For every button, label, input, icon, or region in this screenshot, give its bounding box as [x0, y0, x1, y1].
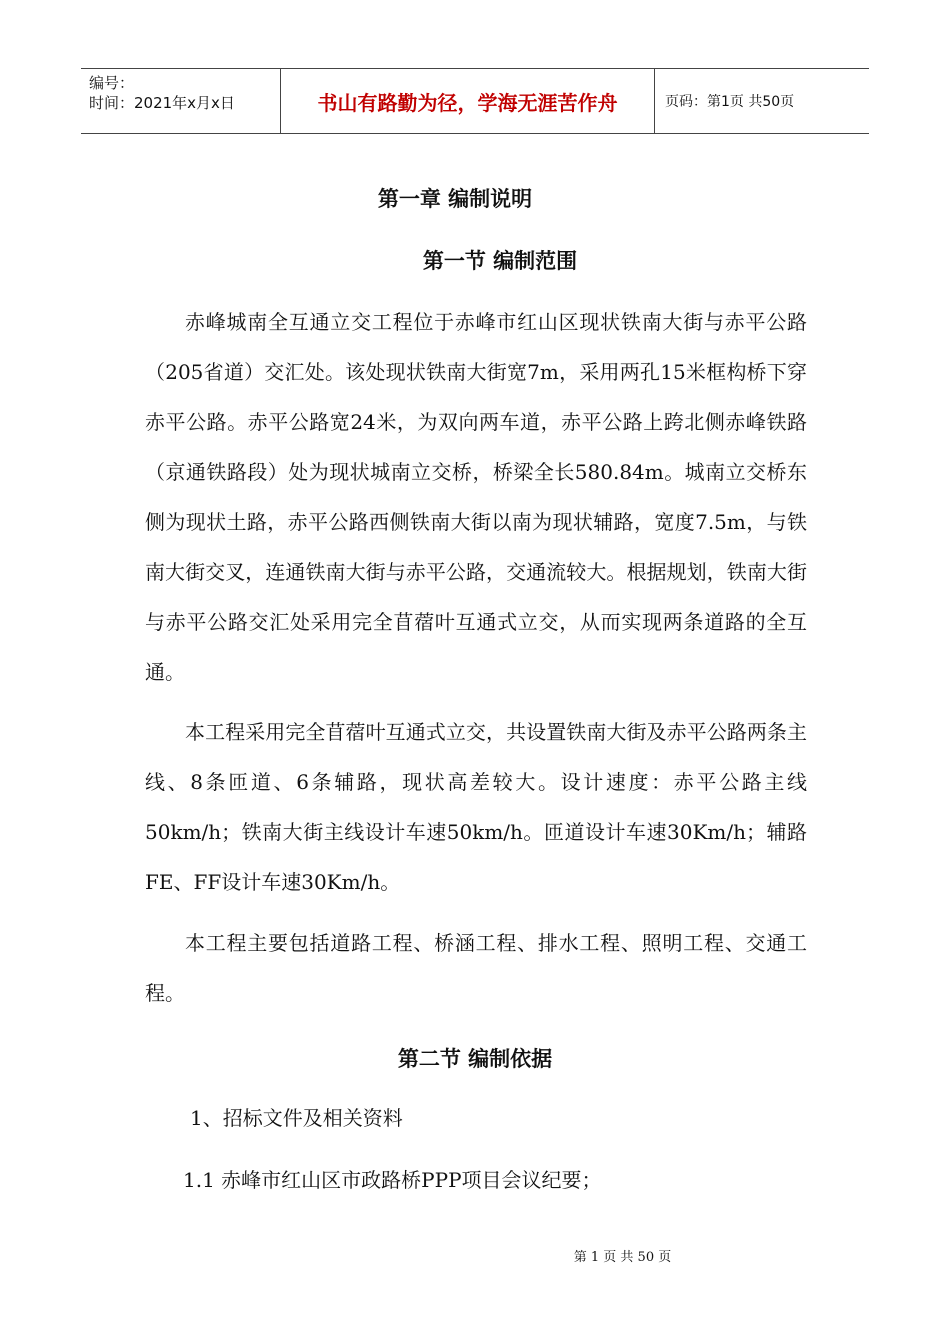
header-meta: [81, 69, 281, 133]
section-title-basis: 第二节 编制依据: [397, 1047, 553, 1071]
basis-item-meeting-minutes: 1.1 赤峰市红山区市政路桥PPP项目会议纪要；: [183, 1168, 602, 1192]
basis-item-tender-docs: 1、招标文件及相关资料: [190, 1106, 403, 1130]
page-header: [81, 68, 869, 134]
header-motto: 书山有路勤为径，学海无涯苦作舟: [281, 69, 655, 133]
paragraph-interchange-design: 本工程采用完全苜蓿叶互通式立交，共设置铁南大街及赤平公路两条主线、8条匝道、6条辅路，现状高差较大。设计速度：赤平公路主线50km/h；铁南大街主线设计车速50km/h。匝道设计车速30Km/h；辅路FE、FF设计车速30Km/h。: [145, 720, 807, 894]
paragraph-scope-of-work: 本工程主要包括道路工程、桥涵工程、排水工程、照明工程、交通工程。: [145, 931, 807, 1005]
code-label: 编号：: [89, 74, 135, 92]
header-page-info: 页码：第1页 共50页: [665, 94, 795, 110]
time-label: 时间：2021年x月x日: [89, 94, 235, 112]
paragraph-project-location: 赤峰城南全互通立交工程位于赤峰市红山区现状铁南大街与赤平公路（205省道）交汇处。该处现状铁南大街宽7m，采用两孔15米框构桥下穿赤平公路。赤平公路宽24米，为双向两车道，赤平公路上跨北侧赤峰铁路（京通铁路段）处为现状城南立交桥，桥梁全长580.84m。城南立交桥东侧为现状土路，赤平公路西侧铁南大街以南为现状辅路，宽度7.5m，与铁南大街交叉，连通铁南大街与赤平公路，交通流较大。根据规划，铁南大街与赤平公路交汇处采用完全苜蓿叶互通式立交，从而实现两条道路的全互通。: [145, 310, 807, 684]
page-footer: 第 1 页 共 50 页: [573, 1250, 672, 1265]
section-title-scope: 第一节 编制范围: [422, 249, 578, 273]
chapter-title: 第一章 编制说明: [377, 187, 533, 211]
